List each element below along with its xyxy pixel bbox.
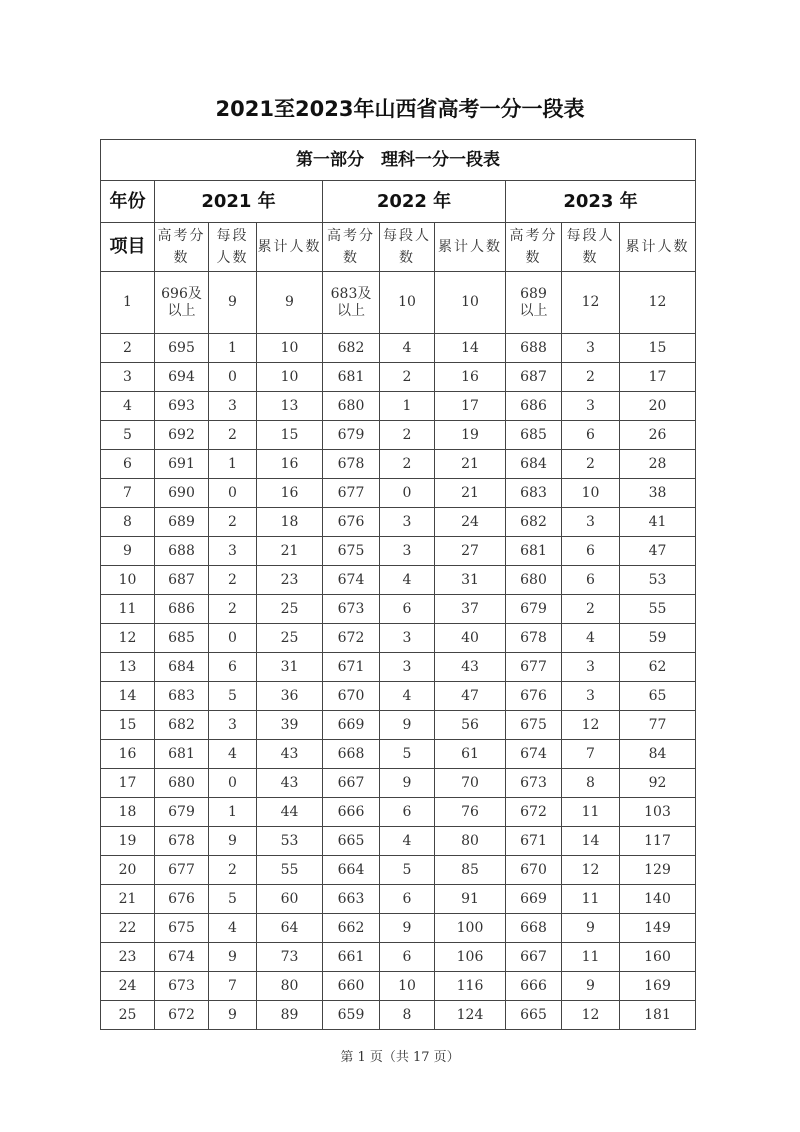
count-cell: 2 bbox=[209, 566, 257, 595]
cumulative-cell: 56 bbox=[435, 711, 506, 740]
cumulative-cell: 80 bbox=[257, 972, 323, 1001]
cumulative-cell: 85 bbox=[435, 856, 506, 885]
count-cell: 1 bbox=[209, 334, 257, 363]
count-column-header: 每段人数 bbox=[209, 223, 257, 272]
score-cell: 683 bbox=[155, 682, 209, 711]
table-row bbox=[101, 914, 696, 943]
count-cell: 3 bbox=[562, 508, 620, 537]
score-cell: 671 bbox=[506, 827, 562, 856]
row-number: 1 bbox=[101, 272, 155, 334]
cumulative-cell: 28 bbox=[620, 450, 696, 479]
score-cell: 693 bbox=[155, 392, 209, 421]
row-number: 8 bbox=[101, 508, 155, 537]
cumulative-cell: 25 bbox=[257, 624, 323, 653]
score-column-header: 高考分数 bbox=[506, 223, 562, 272]
section-title: 第一部分 理科一分一段表 bbox=[101, 140, 696, 181]
table-row bbox=[101, 769, 696, 798]
cumulative-cell: 73 bbox=[257, 943, 323, 972]
cumulative-cell: 65 bbox=[620, 682, 696, 711]
score-cell: 684 bbox=[506, 450, 562, 479]
score-cell: 690 bbox=[155, 479, 209, 508]
cumulative-cell: 26 bbox=[620, 421, 696, 450]
count-cell: 11 bbox=[562, 943, 620, 972]
cumulative-cell: 47 bbox=[620, 537, 696, 566]
count-cell: 6 bbox=[380, 885, 435, 914]
score-cell: 680 bbox=[155, 769, 209, 798]
table-row bbox=[101, 943, 696, 972]
count-cell: 4 bbox=[380, 334, 435, 363]
row-number: 2 bbox=[101, 334, 155, 363]
cumulative-cell: 61 bbox=[435, 740, 506, 769]
row-number: 18 bbox=[101, 798, 155, 827]
cumulative-cell: 25 bbox=[257, 595, 323, 624]
cumulative-cell: 91 bbox=[435, 885, 506, 914]
cumulative-cell: 92 bbox=[620, 769, 696, 798]
count-cell: 7 bbox=[209, 972, 257, 1001]
cumulative-cell: 80 bbox=[435, 827, 506, 856]
row-number: 9 bbox=[101, 537, 155, 566]
score-cell: 678 bbox=[155, 827, 209, 856]
row-number: 22 bbox=[101, 914, 155, 943]
cumulative-cell: 17 bbox=[620, 363, 696, 392]
score-cell: 683 bbox=[506, 479, 562, 508]
score-cell: 679 bbox=[506, 595, 562, 624]
score-cell: 687 bbox=[155, 566, 209, 595]
cumulative-cell: 41 bbox=[620, 508, 696, 537]
score-cell: 675 bbox=[506, 711, 562, 740]
cumulative-cell: 76 bbox=[435, 798, 506, 827]
score-cell: 665 bbox=[506, 1001, 562, 1030]
count-cell: 3 bbox=[562, 392, 620, 421]
cumulative-cell: 15 bbox=[620, 334, 696, 363]
table-row bbox=[101, 856, 696, 885]
count-cell: 8 bbox=[380, 1001, 435, 1030]
count-cell: 8 bbox=[562, 769, 620, 798]
count-cell: 4 bbox=[380, 566, 435, 595]
table-row bbox=[101, 450, 696, 479]
table-row bbox=[101, 508, 696, 537]
count-cell: 4 bbox=[209, 914, 257, 943]
table-row bbox=[101, 972, 696, 1001]
score-cell: 670 bbox=[323, 682, 380, 711]
table-row bbox=[101, 885, 696, 914]
row-number: 15 bbox=[101, 711, 155, 740]
cumulative-cell: 37 bbox=[435, 595, 506, 624]
score-cell: 688 bbox=[506, 334, 562, 363]
score-cell: 685 bbox=[155, 624, 209, 653]
cumulative-cell: 43 bbox=[435, 653, 506, 682]
count-cell: 3 bbox=[209, 537, 257, 566]
score-cell: 678 bbox=[506, 624, 562, 653]
cumulative-cell: 15 bbox=[257, 421, 323, 450]
score-cell: 681 bbox=[155, 740, 209, 769]
count-cell: 7 bbox=[562, 740, 620, 769]
cumulative-column-header: 累计人数 bbox=[435, 223, 506, 272]
count-cell: 1 bbox=[209, 450, 257, 479]
score-cell: 673 bbox=[323, 595, 380, 624]
table-row bbox=[101, 682, 696, 711]
count-column-header: 每段人数 bbox=[562, 223, 620, 272]
score-cell: 675 bbox=[155, 914, 209, 943]
cumulative-cell: 13 bbox=[257, 392, 323, 421]
cumulative-cell: 17 bbox=[435, 392, 506, 421]
table-row bbox=[101, 1001, 696, 1030]
cumulative-column-header: 累计人数 bbox=[257, 223, 323, 272]
cumulative-cell: 103 bbox=[620, 798, 696, 827]
cumulative-cell: 21 bbox=[257, 537, 323, 566]
count-cell: 3 bbox=[380, 624, 435, 653]
table-row bbox=[101, 392, 696, 421]
score-cell: 695 bbox=[155, 334, 209, 363]
score-cell: 672 bbox=[323, 624, 380, 653]
cumulative-cell: 43 bbox=[257, 769, 323, 798]
cumulative-cell: 140 bbox=[620, 885, 696, 914]
cumulative-cell: 62 bbox=[620, 653, 696, 682]
score-cell: 676 bbox=[323, 508, 380, 537]
score-cell: 663 bbox=[323, 885, 380, 914]
score-cell: 676 bbox=[155, 885, 209, 914]
count-cell: 5 bbox=[209, 682, 257, 711]
count-cell: 2 bbox=[562, 450, 620, 479]
year-label: 年份 bbox=[101, 181, 155, 223]
cumulative-cell: 10 bbox=[435, 272, 506, 334]
score-cell: 694 bbox=[155, 363, 209, 392]
count-cell: 0 bbox=[209, 769, 257, 798]
cumulative-cell: 24 bbox=[435, 508, 506, 537]
count-cell: 3 bbox=[380, 653, 435, 682]
cumulative-cell: 16 bbox=[435, 363, 506, 392]
cumulative-column-header: 累计人数 bbox=[620, 223, 696, 272]
cumulative-cell: 31 bbox=[435, 566, 506, 595]
item-label: 项目 bbox=[101, 223, 155, 272]
score-cell: 659 bbox=[323, 1001, 380, 1030]
score-cell: 667 bbox=[506, 943, 562, 972]
cumulative-cell: 149 bbox=[620, 914, 696, 943]
score-cell: 689以上 bbox=[506, 272, 562, 334]
score-cell: 685 bbox=[506, 421, 562, 450]
count-cell: 4 bbox=[562, 624, 620, 653]
count-cell: 3 bbox=[380, 537, 435, 566]
count-cell: 9 bbox=[380, 711, 435, 740]
score-cell: 669 bbox=[323, 711, 380, 740]
cumulative-cell: 181 bbox=[620, 1001, 696, 1030]
count-cell: 12 bbox=[562, 856, 620, 885]
score-cell: 675 bbox=[323, 537, 380, 566]
score-cell: 660 bbox=[323, 972, 380, 1001]
score-cell: 670 bbox=[506, 856, 562, 885]
count-cell: 12 bbox=[562, 1001, 620, 1030]
cumulative-cell: 116 bbox=[435, 972, 506, 1001]
cumulative-cell: 9 bbox=[257, 272, 323, 334]
row-number: 21 bbox=[101, 885, 155, 914]
score-cell: 679 bbox=[323, 421, 380, 450]
score-cell: 683及以上 bbox=[323, 272, 380, 334]
cumulative-cell: 31 bbox=[257, 653, 323, 682]
cumulative-cell: 53 bbox=[257, 827, 323, 856]
score-cell: 672 bbox=[155, 1001, 209, 1030]
count-cell: 3 bbox=[209, 711, 257, 740]
score-cell: 664 bbox=[323, 856, 380, 885]
count-cell: 9 bbox=[562, 914, 620, 943]
cumulative-cell: 16 bbox=[257, 450, 323, 479]
count-cell: 2 bbox=[209, 421, 257, 450]
row-number: 11 bbox=[101, 595, 155, 624]
table-row bbox=[101, 798, 696, 827]
count-cell: 10 bbox=[380, 972, 435, 1001]
cumulative-cell: 40 bbox=[435, 624, 506, 653]
row-number: 4 bbox=[101, 392, 155, 421]
page-footer: 第 1 页（共 17 页） bbox=[340, 1050, 460, 1065]
score-cell: 668 bbox=[506, 914, 562, 943]
table-row bbox=[101, 537, 696, 566]
count-cell: 4 bbox=[380, 827, 435, 856]
score-cell: 667 bbox=[323, 769, 380, 798]
cumulative-cell: 117 bbox=[620, 827, 696, 856]
table-row bbox=[101, 653, 696, 682]
count-cell: 14 bbox=[562, 827, 620, 856]
score-cell: 682 bbox=[506, 508, 562, 537]
table-row bbox=[101, 827, 696, 856]
count-cell: 3 bbox=[380, 508, 435, 537]
row-number: 6 bbox=[101, 450, 155, 479]
score-cell: 684 bbox=[155, 653, 209, 682]
count-cell: 4 bbox=[380, 682, 435, 711]
cumulative-cell: 60 bbox=[257, 885, 323, 914]
score-cell: 673 bbox=[155, 972, 209, 1001]
row-number: 7 bbox=[101, 479, 155, 508]
score-cell: 668 bbox=[323, 740, 380, 769]
cumulative-cell: 64 bbox=[257, 914, 323, 943]
score-cell: 686 bbox=[506, 392, 562, 421]
cumulative-cell: 38 bbox=[620, 479, 696, 508]
count-cell: 9 bbox=[380, 914, 435, 943]
table-row bbox=[101, 272, 696, 334]
cumulative-cell: 106 bbox=[435, 943, 506, 972]
cumulative-cell: 53 bbox=[620, 566, 696, 595]
cumulative-cell: 14 bbox=[435, 334, 506, 363]
score-cell: 676 bbox=[506, 682, 562, 711]
score-cell: 677 bbox=[323, 479, 380, 508]
count-cell: 3 bbox=[562, 334, 620, 363]
cumulative-cell: 70 bbox=[435, 769, 506, 798]
cumulative-cell: 36 bbox=[257, 682, 323, 711]
score-cell: 679 bbox=[155, 798, 209, 827]
cumulative-cell: 124 bbox=[435, 1001, 506, 1030]
row-number: 19 bbox=[101, 827, 155, 856]
table-row bbox=[101, 624, 696, 653]
score-cell: 677 bbox=[155, 856, 209, 885]
score-cell: 692 bbox=[155, 421, 209, 450]
score-cell: 674 bbox=[506, 740, 562, 769]
count-cell: 2 bbox=[380, 450, 435, 479]
table-row bbox=[101, 479, 696, 508]
cumulative-cell: 21 bbox=[435, 479, 506, 508]
score-cell: 672 bbox=[506, 798, 562, 827]
cumulative-cell: 21 bbox=[435, 450, 506, 479]
cumulative-cell: 55 bbox=[257, 856, 323, 885]
year-2021-header: 2021 年 bbox=[155, 181, 323, 223]
table-row bbox=[101, 363, 696, 392]
score-column-header: 高考分数 bbox=[323, 223, 380, 272]
cumulative-cell: 27 bbox=[435, 537, 506, 566]
row-number: 20 bbox=[101, 856, 155, 885]
score-cell: 687 bbox=[506, 363, 562, 392]
count-cell: 10 bbox=[380, 272, 435, 334]
cumulative-cell: 44 bbox=[257, 798, 323, 827]
count-cell: 5 bbox=[209, 885, 257, 914]
score-cell: 680 bbox=[506, 566, 562, 595]
cumulative-cell: 100 bbox=[435, 914, 506, 943]
count-cell: 4 bbox=[209, 740, 257, 769]
year-2023-header: 2023 年 bbox=[506, 181, 696, 223]
score-cell: 689 bbox=[155, 508, 209, 537]
score-cell: 678 bbox=[323, 450, 380, 479]
cumulative-cell: 20 bbox=[620, 392, 696, 421]
row-number: 10 bbox=[101, 566, 155, 595]
count-cell: 11 bbox=[562, 798, 620, 827]
cumulative-cell: 10 bbox=[257, 334, 323, 363]
count-column-header: 每段人数 bbox=[380, 223, 435, 272]
row-number: 5 bbox=[101, 421, 155, 450]
score-cell: 686 bbox=[155, 595, 209, 624]
count-cell: 6 bbox=[380, 798, 435, 827]
row-number: 3 bbox=[101, 363, 155, 392]
row-number: 16 bbox=[101, 740, 155, 769]
count-cell: 9 bbox=[209, 1001, 257, 1030]
row-number: 13 bbox=[101, 653, 155, 682]
count-cell: 0 bbox=[209, 624, 257, 653]
score-cell: 671 bbox=[323, 653, 380, 682]
count-cell: 5 bbox=[380, 856, 435, 885]
count-cell: 0 bbox=[209, 363, 257, 392]
page-title: 2021至2023年山西省高考一分一段表 bbox=[215, 97, 585, 121]
row-number: 24 bbox=[101, 972, 155, 1001]
count-cell: 6 bbox=[562, 421, 620, 450]
count-cell: 2 bbox=[209, 508, 257, 537]
cumulative-cell: 169 bbox=[620, 972, 696, 1001]
score-cell: 677 bbox=[506, 653, 562, 682]
score-column-header: 高考分数 bbox=[155, 223, 209, 272]
cumulative-cell: 19 bbox=[435, 421, 506, 450]
cumulative-cell: 77 bbox=[620, 711, 696, 740]
table-row bbox=[101, 595, 696, 624]
row-number: 17 bbox=[101, 769, 155, 798]
count-cell: 2 bbox=[380, 421, 435, 450]
table-row bbox=[101, 711, 696, 740]
score-cell: 674 bbox=[155, 943, 209, 972]
score-cell: 696及以上 bbox=[155, 272, 209, 334]
count-cell: 2 bbox=[209, 595, 257, 624]
count-cell: 6 bbox=[380, 595, 435, 624]
count-cell: 9 bbox=[209, 943, 257, 972]
count-cell: 11 bbox=[562, 885, 620, 914]
row-number: 25 bbox=[101, 1001, 155, 1030]
cumulative-cell: 10 bbox=[257, 363, 323, 392]
row-number: 12 bbox=[101, 624, 155, 653]
count-cell: 9 bbox=[209, 272, 257, 334]
cumulative-cell: 16 bbox=[257, 479, 323, 508]
count-cell: 2 bbox=[562, 363, 620, 392]
row-number: 14 bbox=[101, 682, 155, 711]
score-cell: 669 bbox=[506, 885, 562, 914]
score-cell: 688 bbox=[155, 537, 209, 566]
count-cell: 12 bbox=[562, 711, 620, 740]
count-cell: 1 bbox=[380, 392, 435, 421]
count-cell: 6 bbox=[209, 653, 257, 682]
score-cell: 666 bbox=[323, 798, 380, 827]
score-cell: 665 bbox=[323, 827, 380, 856]
cumulative-cell: 47 bbox=[435, 682, 506, 711]
score-table bbox=[100, 139, 696, 1030]
score-cell: 673 bbox=[506, 769, 562, 798]
row-number: 23 bbox=[101, 943, 155, 972]
count-cell: 9 bbox=[562, 972, 620, 1001]
count-cell: 9 bbox=[209, 827, 257, 856]
cumulative-cell: 59 bbox=[620, 624, 696, 653]
count-cell: 10 bbox=[562, 479, 620, 508]
score-cell: 680 bbox=[323, 392, 380, 421]
count-cell: 3 bbox=[562, 682, 620, 711]
count-cell: 2 bbox=[380, 363, 435, 392]
count-cell: 12 bbox=[562, 272, 620, 334]
cumulative-cell: 23 bbox=[257, 566, 323, 595]
count-cell: 3 bbox=[209, 392, 257, 421]
score-cell: 681 bbox=[506, 537, 562, 566]
cumulative-cell: 55 bbox=[620, 595, 696, 624]
count-cell: 6 bbox=[562, 566, 620, 595]
cumulative-cell: 18 bbox=[257, 508, 323, 537]
table-row bbox=[101, 566, 696, 595]
score-cell: 682 bbox=[323, 334, 380, 363]
cumulative-cell: 89 bbox=[257, 1001, 323, 1030]
count-cell: 3 bbox=[562, 653, 620, 682]
count-cell: 0 bbox=[209, 479, 257, 508]
score-cell: 682 bbox=[155, 711, 209, 740]
count-cell: 5 bbox=[380, 740, 435, 769]
year-2022-header: 2022 年 bbox=[323, 181, 506, 223]
score-cell: 674 bbox=[323, 566, 380, 595]
count-cell: 6 bbox=[380, 943, 435, 972]
cumulative-cell: 43 bbox=[257, 740, 323, 769]
cumulative-cell: 39 bbox=[257, 711, 323, 740]
count-cell: 6 bbox=[562, 537, 620, 566]
cumulative-cell: 84 bbox=[620, 740, 696, 769]
score-cell: 661 bbox=[323, 943, 380, 972]
count-cell: 9 bbox=[380, 769, 435, 798]
score-cell: 662 bbox=[323, 914, 380, 943]
score-cell: 681 bbox=[323, 363, 380, 392]
cumulative-cell: 12 bbox=[620, 272, 696, 334]
cumulative-cell: 129 bbox=[620, 856, 696, 885]
count-cell: 0 bbox=[380, 479, 435, 508]
count-cell: 1 bbox=[209, 798, 257, 827]
table-row bbox=[101, 740, 696, 769]
score-cell: 666 bbox=[506, 972, 562, 1001]
score-cell: 691 bbox=[155, 450, 209, 479]
table-row bbox=[101, 421, 696, 450]
table-row bbox=[101, 334, 696, 363]
count-cell: 2 bbox=[209, 856, 257, 885]
count-cell: 2 bbox=[562, 595, 620, 624]
cumulative-cell: 160 bbox=[620, 943, 696, 972]
